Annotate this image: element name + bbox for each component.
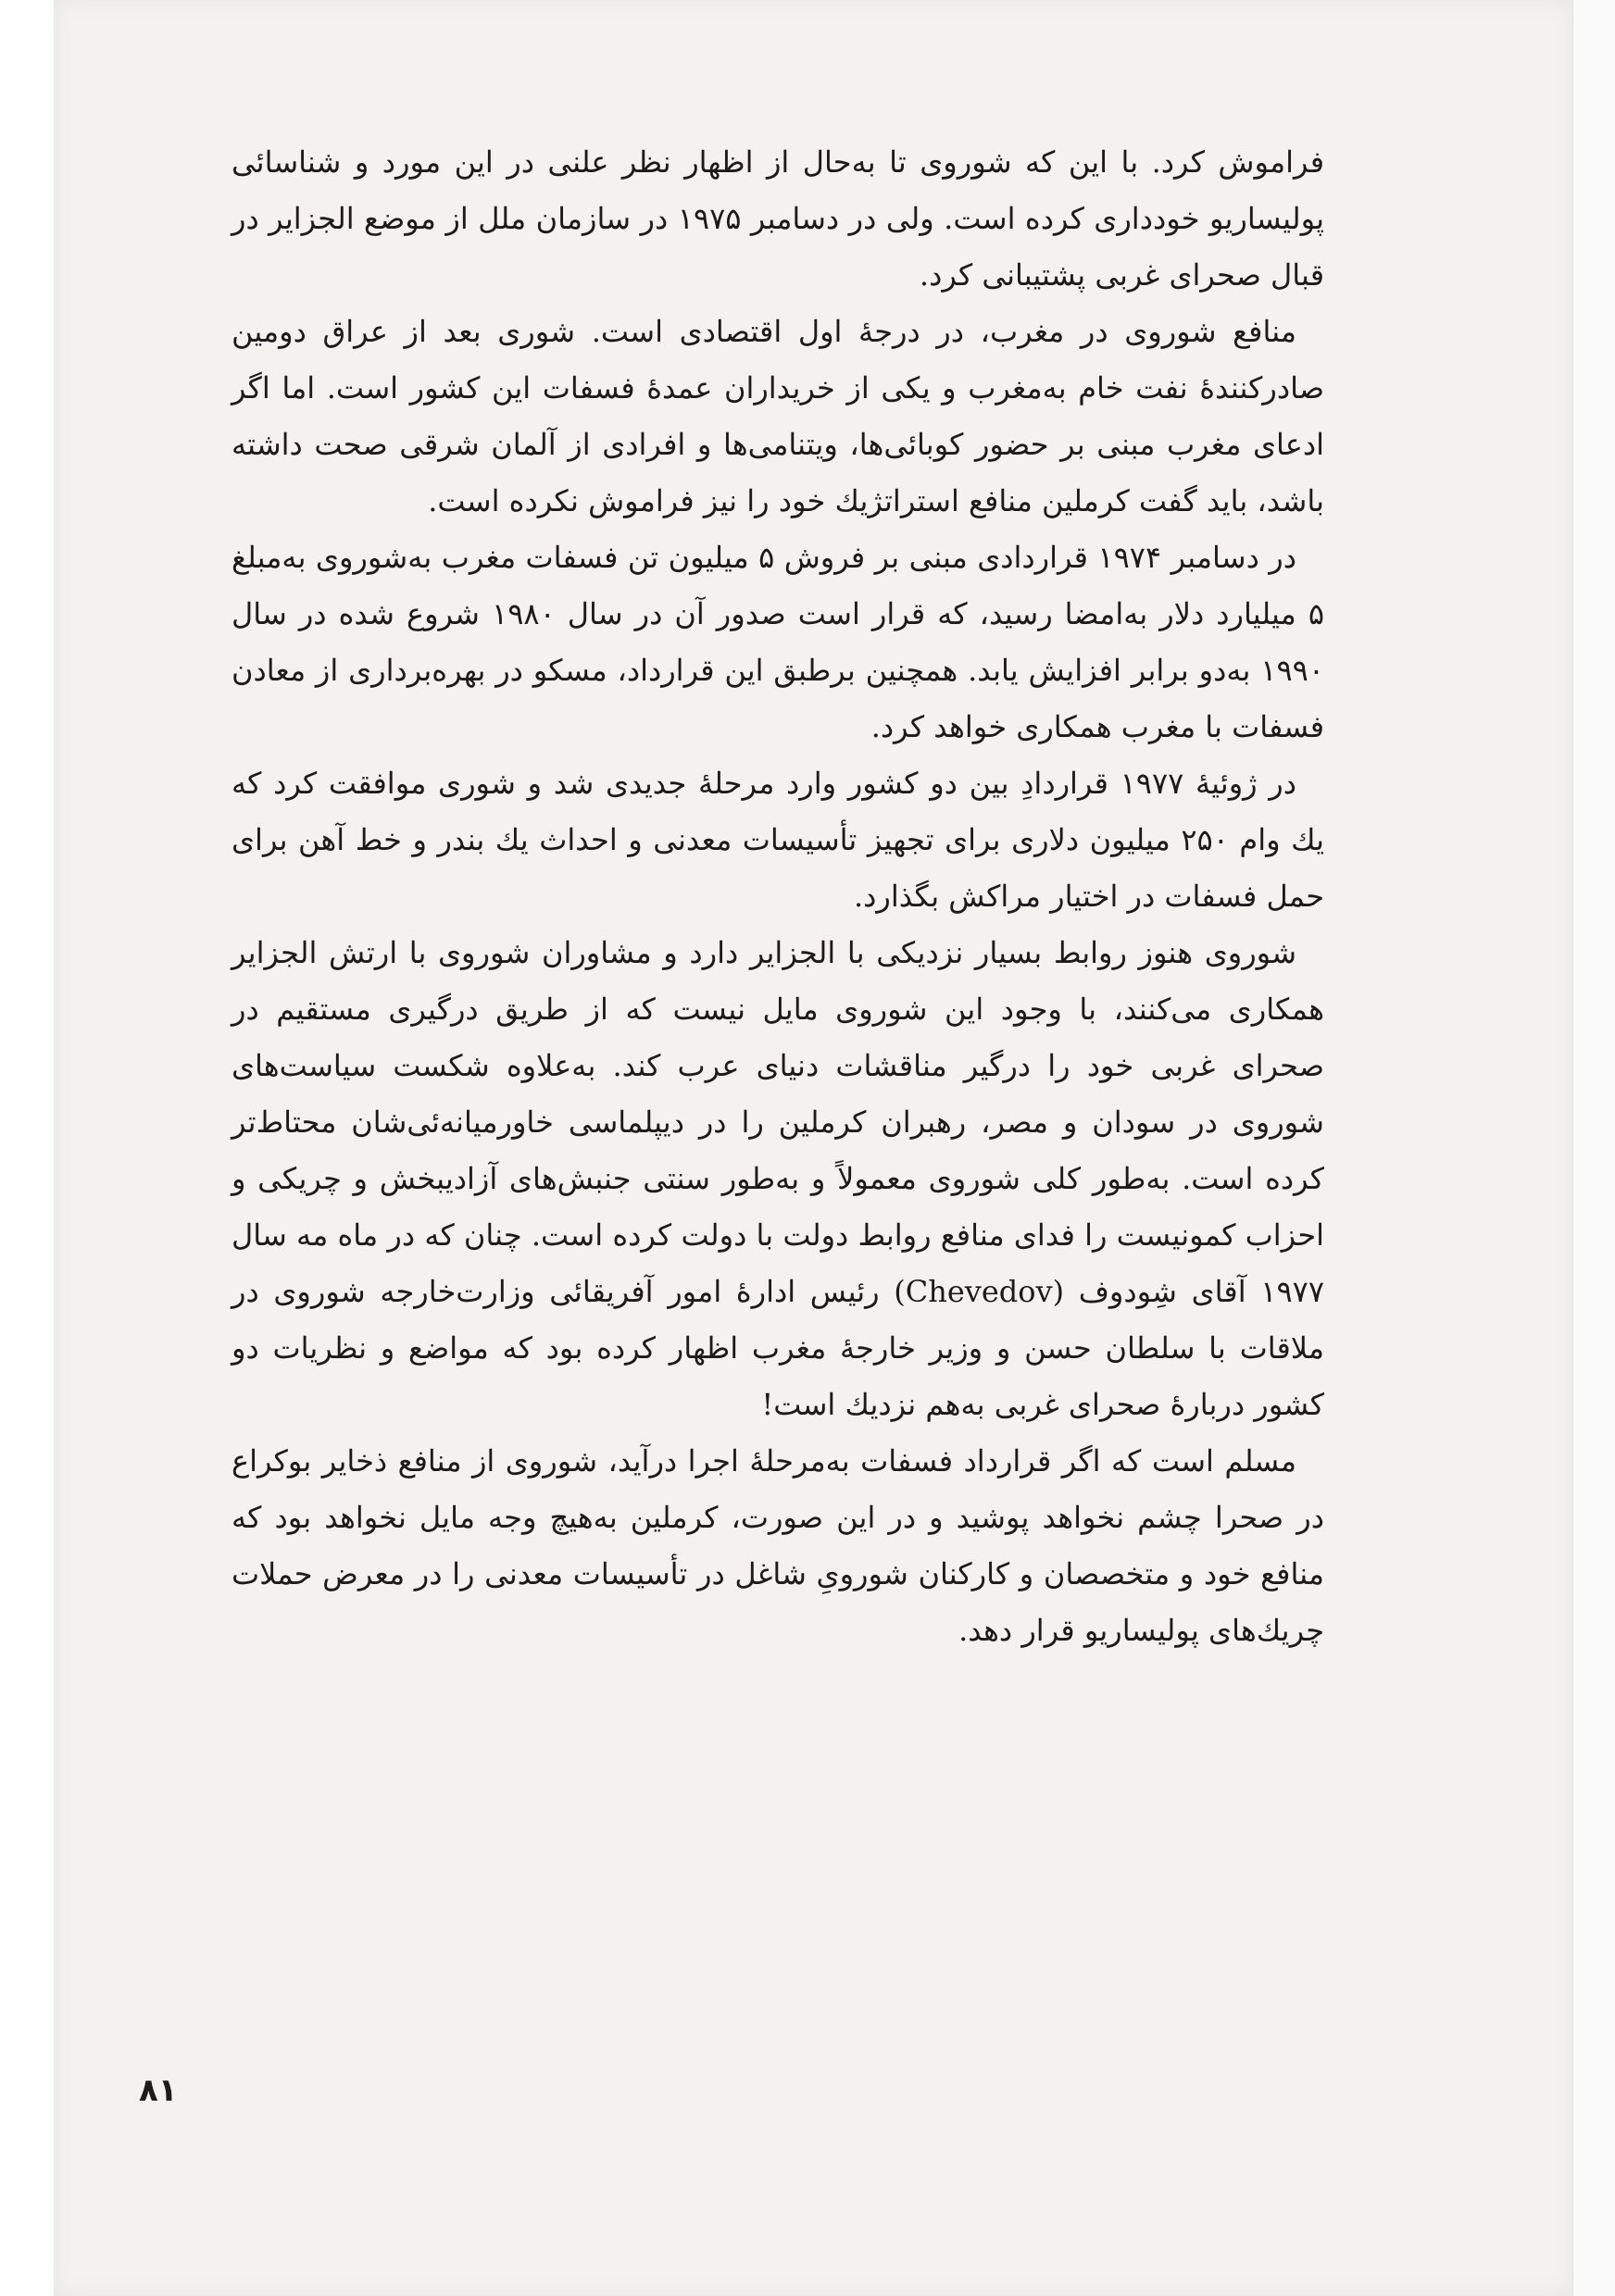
paragraph-1: فراموش کرد. با این که شوروی تا به‌حال از اظهار نظر علنی در این مورد و شناسائی پولیساریو خودداری کرده است. ولی در دسامبر ۱۹۷۵ در سازمان ملل از موضع الجزایر در قبال صحرای غربی پشتیبانی کرد. [232,144,1324,293]
page-number: ۸۱ [139,2072,178,2109]
paragraph-5: شوروی هنوز روابط بسیار نزدیکی با الجزایر دارد و مشاوران شوروی با ارتش الجزایر همکاری می‌کنند، با وجود این شوروی مایل نیست که از طریق درگیری مستقیم در صحرای غربی خود را درگیر مناقشات دنیای عرب کند. به‌علاوه شکست سیاست‌های شوروی در سودان و مصر، رهبران کرملین را در دیپلماسی خاورمیانه‌ئی‌شان محتاط‌تر کرده است. به‌طور کلی شوروی معمولاً و به‌طور سنتی جنبش‌های آزادیبخش و چریکی و احزاب کمونیست را فدای منافع روابط دولت با دولت کرده است. چنان که در ماه مه سال ۱۹۷۷ آقای شِودوف (Chevedov) رئیس ادارهٔ امور آفریقائی وزارت‌خارجه شوروی در ملاقات با سلطان حسن و وزیر خارجه‌ٔ مغرب اظهار کرده بود که مواضع و نظریات دو کشور دربارهٔ صحرای غربی به‌هم نزدیك است! [232,935,1324,1422]
paragraph-3: در دسامبر ۱۹۷۴ قراردادی مبنی بر فروش ۵ میلیون تن فسفات مغرب به‌شوروی به‌مبلغ ۵ میلیارد دلار به‌امضا رسید، که قرار است صدور آن در سال ۱۹۸۰ شروع شده در سال ۱۹۹۰ به‌دو برابر افزایش یابد. همچنین برطبق این قرارداد، مسکو در بهره‌برداری از معادن فسفات با مغرب همکاری خواهد کرد. [232,540,1325,744]
paragraph-4: در ژوئیهٔ ۱۹۷۷ قراردادِ بین دو کشور وارد مرحلهٔ جدیدی شد و شوری موافقت کرد که یك وام ۲۵۰ میلیون دلاری برای تجهیز تأسیسات معدنی و احداث یك بندر و خط آهن برای حمل فسفات در اختیار مراکش بگذارد. [232,766,1325,914]
body-text [232,134,1324,1659]
page-edge [1572,0,1615,2296]
paragraph-6: مسلم است که اگر قرارداد فسفات به‌مرحلهٔ اجرا درآید، شوروی از منافع ذخایر بوکراع در صحرا چشم نخواهد پوشید و در این صورت، کرملین به‌هیچ وجه مایل نخواهد بود که منافع خود و متخصصان و کارکنان شورویِ شاغل در تأسیسات معدنی را در معرض حملات چریك‌های پولیساریو قرار دهد. [232,1443,1324,1648]
paragraph-2: منافع شوروی در مغرب، در درجهٔ اول اقتصادی است. شوری بعد از عراق دومین صادرکنندهٔ نفت خام به‌مغرب و یکی از خریداران عمدهٔ فسفات این کشور است. اما اگر ادعای مغرب مبنی بر حضور کوبائی‌ها، ویتنامی‌ها و افرادی از آلمان شرقی صحت داشته باشد، باید گفت کرملین منافع استراتژیك خود را نیز فراموش نکرده است. [232,314,1324,518]
